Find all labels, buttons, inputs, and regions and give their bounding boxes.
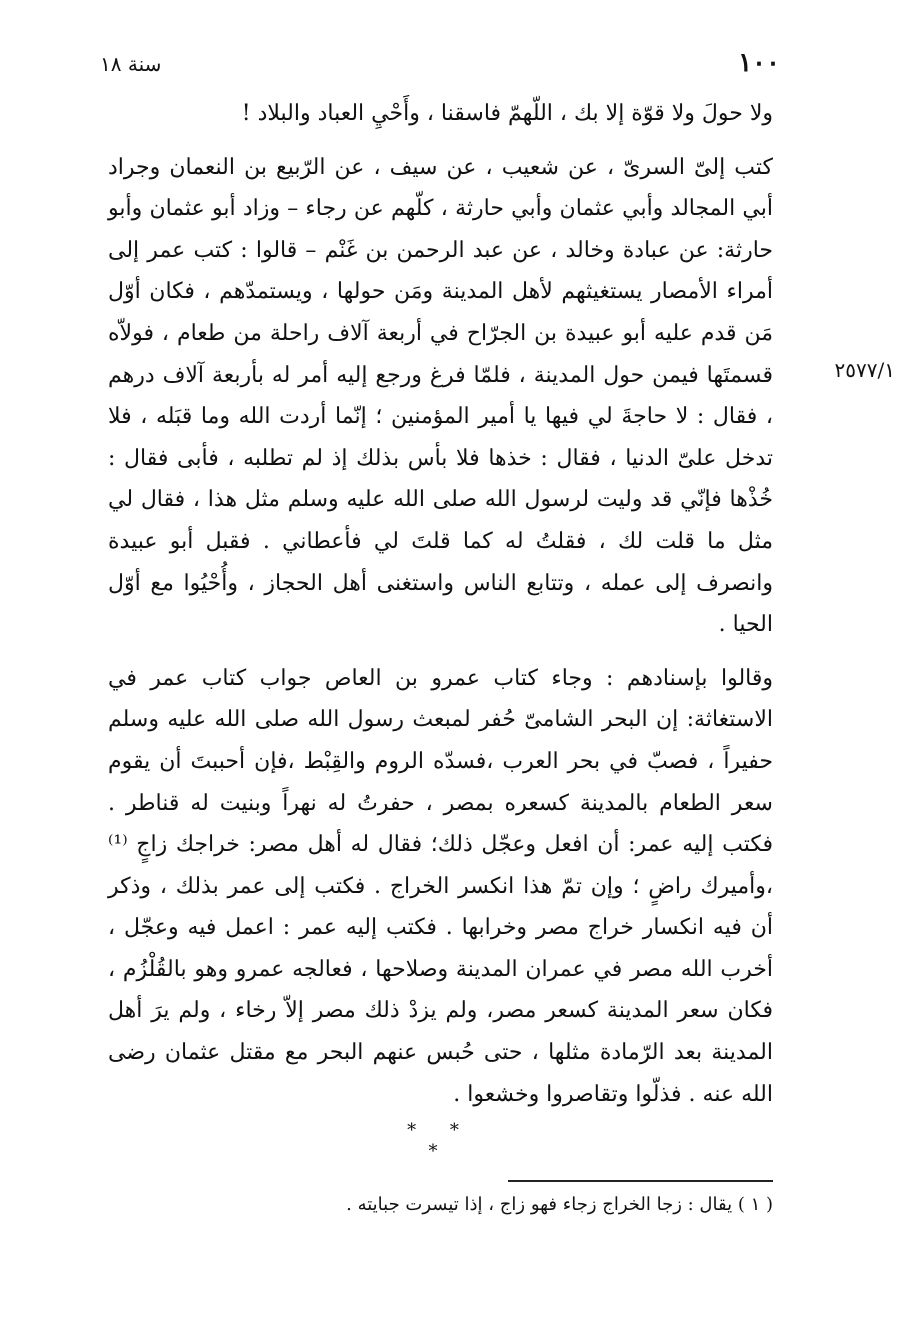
margin-reference: ٢٥٧٧/١ [834, 358, 895, 382]
year-label: سنة ١٨ [100, 52, 162, 76]
footnote: ( ١ ) يقال : زجا الخراج زجاء فهو زاج ، إذا تيسرت جبايته . [346, 1194, 773, 1215]
page-header [100, 48, 780, 84]
section-separator: * * * [407, 1120, 473, 1162]
paragraph-1: ولا حولَ ولا قوّة إلا بك ، اللّهمّ فاسقنا ، وأَحْيِ العباد والبلاد ! [241, 101, 773, 126]
page-number: ١٠٠ [738, 48, 780, 78]
paragraph-2: كتب إلىّ السرىّ ، عن شعيب ، عن سيف ، عن الرّبيع بن النعمان وجراد أبي المجالد وأبي عثمان وأبي حارثة ، كلّهم عن رجاء – وزاد أبو عثمان وأبو حارثة: عن عبادة وخالد ، عن عبد الرحمن بن غَنْم – قالوا : كتب عمر إلى أمراء الأمصار يستغيثهم لأهل المدينة ومَن حولها ، ويستمدّهم ، فكان أوّل مَن قدم عليه أبو عبيدة بن الجرّاح في أربعة آلاف راحلة من طعام ، فولاّه قسمتَها فيمن حول المدينة ، فلمّا فرغ ورجع إليه أمر له بأربعة آلاف درهم ، فقال : لا حاجةَ لي فيها يا أمير المؤمنين ؛ إنّما أردت الله وما قبَله ، فلا تدخل علىّ الدنيا ، فقال : خذها فلا بأس بذلك إذ لم تطلبه ، فأبى فقال : خُذْها فإنّي قد وليت لرسول الله صلى الله عليه وسلم مثل هذا ، فقال لي مثل ما قلت لك ، فقلتُ له كما قلتَ لي فأعطاني . فقبل أبو عبيدة وانصرف إلى عمله ، وتتابع الناس واستغنى أهل الحجاز ، وأُحْيُوا مع أوّل الحيا . [108, 154, 773, 638]
main-text [108, 93, 773, 1115]
footnote-divider [508, 1180, 773, 1182]
paragraph-3: وقالوا بإسنادهم : وجاء كتاب عمرو بن العاص جواب كتاب عمر في الاستغاثة: إن البحر الشامىّ حُفر لمبعث رسول الله صلى الله عليه وسلم حفيراً ، فصبّ في بحر العرب ،فسدّه الروم والقِبْط ،فإن أحببتَ أن يقوم سعر الطعام بالمدينة كسعره بمصر ، حفرتُ له نهراً وبنيت له قناطر . فكتب إليه عمر: أن افعل وعجّل ذلك؛ فقال له أهل مصر: خراجك زاجٍ ⁽¹⁾ ،وأميرك راضٍ ؛ وإن تمّ هذا انكسر الخراج . فكتب إلى عمر بذلك ، وذكر أن فيه انكسار خراج مصر وخرابها . فكتب إليه عمر : اعمل فيه وعجّل ، أخرب الله مصر في عمران المدينة وصلاحها ، فعالجه عمرو وهو بالقُلْزُم ، فكان سعر المدينة كسعر مصر، ولم يزدْ ذلك مصر إلاّ رخاء ، ولم يرَ أهل المدينة بعد الرّمادة مثلها ، حتى حُبس عنهم البحر مع مقتل عثمان رضى الله عنه . فذلّوا وتقاصروا وخشعوا . [108, 665, 773, 1107]
